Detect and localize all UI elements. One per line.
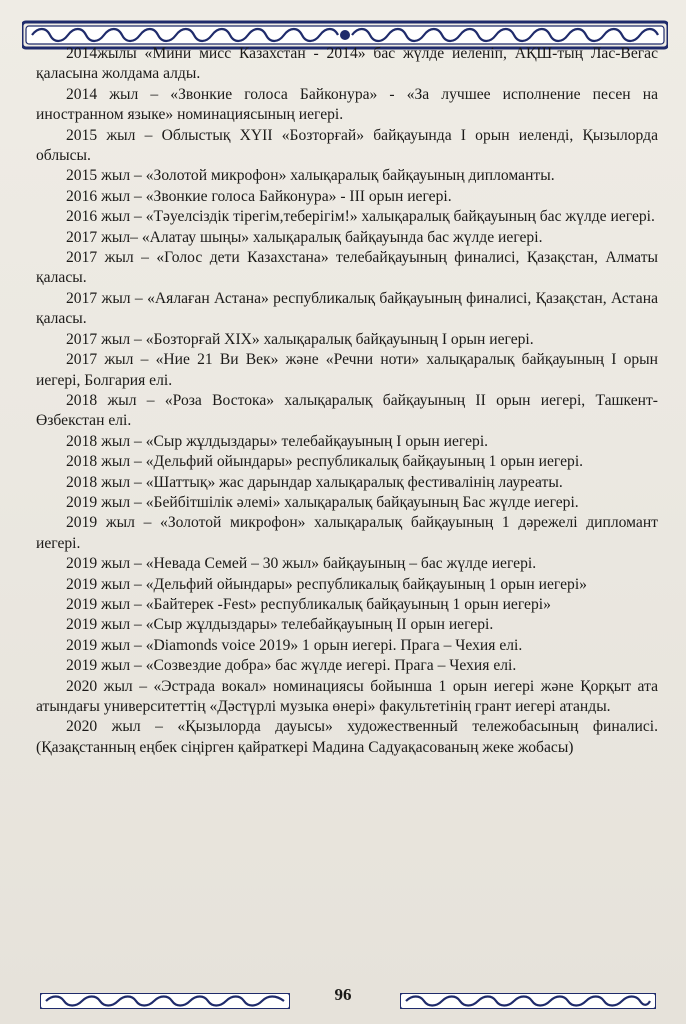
paragraph: 2018 жыл – «Шаттық» жас дарындар халықаралық фестивалінің лауреаты. [66, 473, 563, 491]
paragraph: 2019 жыл – «Сыр жұлдыздары» телебайқауының ІІ орын иегері. [66, 616, 494, 634]
achievements-text [36, 44, 658, 758]
paragraph: 2017 жыл – «Голос дети Казахстана» телебайқауының финалисі, Қазақстан, Алматы қаласы. [36, 249, 658, 287]
paragraph: 2019 жыл – «Невада Семей – 30 жыл» байқауының – бас жүлде иегері. [66, 555, 537, 573]
paragraph: 2017 жыл – «Ние 21 Ви Век» және «Речни ноти» халықаралық байқауының І орын иегері, Болгария елі. [36, 351, 658, 389]
paragraph: 2020 жыл – «Эстрада вокал» номинациясы бойынша 1 орын иегері және Қорқыт ата атындағы университеттің «Дәстүрлі музыка өнері» факультетінің грант иегері атанды. [36, 677, 658, 715]
paragraph: 2017 жыл – «Аялаған Астана» республикалық байқауының финалисі, Қазақстан, Астана қаласы. [36, 289, 658, 328]
paragraph: 2019 жыл – «Дельфий ойындары» республикалық байқауының 1 орын иегері» [66, 575, 587, 593]
paragraph: 2019 жыл – «Золотой микрофон» халықаралық байқауының 1 дәрежелі дипломант иегері. [36, 514, 658, 552]
paragraph: 2016 жыл – «Тәуелсіздік тірегім,теберігім!» халықаралық байқауының бас жүлде иегері. [66, 208, 655, 226]
paragraph: 2020 жыл – «Қызылорда дауысы» художественный тележобасының финалисі. (Қазақстанның еңбек сіңірген қайраткері Мадина Садуақасованың жеке жобасы) [36, 718, 658, 756]
paragraph: 2016 жыл – «Звонкие голоса Байконура» - ІІІ орын иегері. [66, 187, 452, 205]
paragraph: 2019 жыл – «Созвездие добра» бас жүлде иегері. Прага – Чехия елі. [66, 657, 517, 675]
paragraph: 2015 жыл – Облыстық ХҮІІ «Бозторғай» байқауында І орын иеленді, Қызылорда облысы. [36, 126, 658, 165]
paragraph: 2014 жыл – «Звонкие голоса Байконура» - «За лучшее исполнение песен на иностранном языке» номинациясының иегері. [36, 85, 658, 124]
ornament-right-icon [400, 993, 656, 1009]
paragraph: 2019 жыл – «Байтерек -Fest» республикалық байқауының 1 орын иегері» [66, 595, 551, 613]
paragraph: 2015 жыл – «Золотой микрофон» халықаралық байқауының дипломанты. [66, 167, 555, 185]
paragraph: 2017 жыл – «Бозторғай ХІХ» халықаралық байқауының І орын иегері. [66, 330, 534, 348]
paragraph: 2019 жыл – «Diamonds voice 2019» 1 орын иегері. Прага – Чехия елі. [66, 636, 523, 654]
paragraph: 2018 жыл – «Роза Востока» халықаралық байқауының ІІ орын иегері, Ташкент- Өзбекстан елі. [36, 391, 658, 430]
paragraph: 2019 жыл – «Бейбітшілік әлемі» халықаралық байқауының Бас жүлде иегері. [66, 493, 579, 511]
paragraph: 2018 жыл – «Сыр жұлдыздары» телебайқауының І орын иегері. [66, 432, 489, 450]
paragraph: 2018 жыл – «Дельфий ойындары» республикалық байқауының 1 орын иегері. [66, 453, 584, 471]
ornament-left-icon [40, 993, 290, 1009]
page-footer [0, 985, 686, 1015]
paragraph: 2014жылы «Мини мисс Казахстан - 2014» бас жүлде иеленіп, АҚШ-тың Лас-Вегас қаласына жолдама алды. [36, 45, 658, 83]
paragraph: 2017 жыл– «Алатау шыңы» халықаралық байқауында бас жүлде иегері. [66, 228, 543, 246]
page-number: 96 [334, 985, 352, 1004]
